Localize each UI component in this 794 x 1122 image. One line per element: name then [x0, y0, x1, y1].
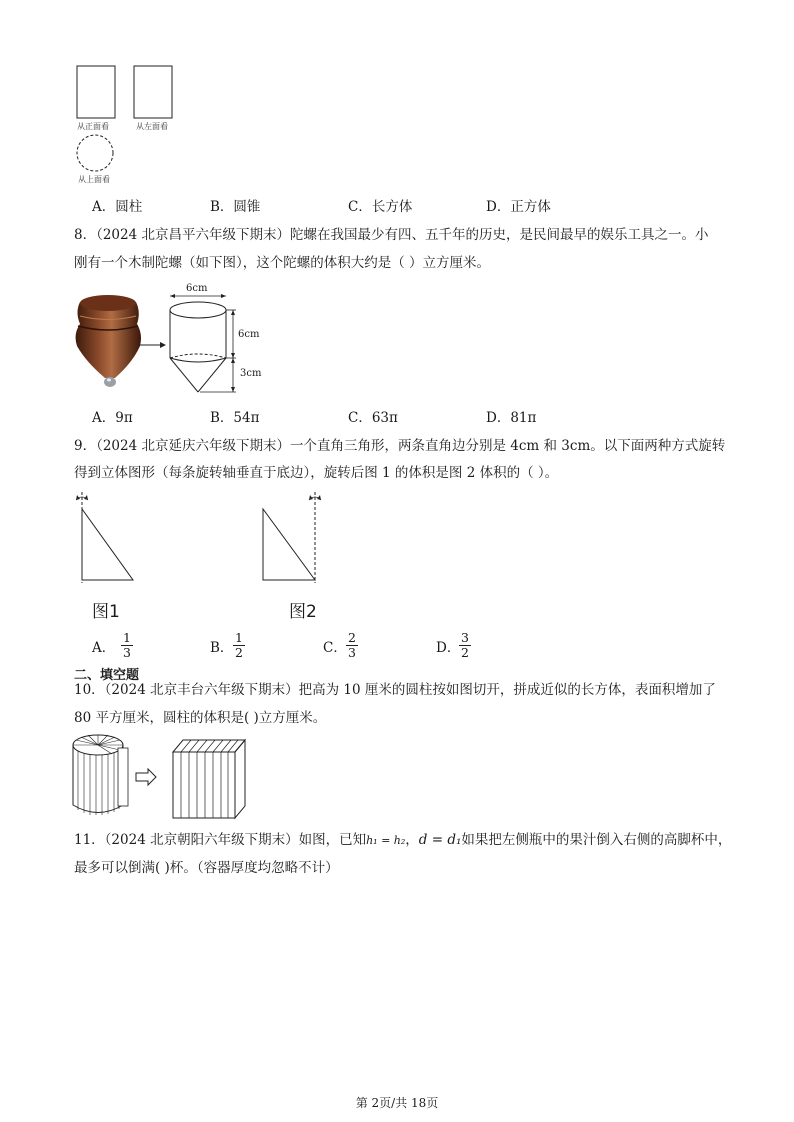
d-equation: d = d₁ — [418, 832, 462, 848]
q11-comma: ， — [405, 832, 419, 848]
h-equation: h₁ = h₂ — [366, 834, 406, 847]
q9-option-d-letter: D． — [436, 640, 461, 656]
cone-height-label: 3cm — [240, 368, 262, 379]
q8-option-a: A．9π — [92, 410, 133, 426]
q11-text-b: 如果把左侧瓶中的果汁倒入右侧的高脚杯中， — [461, 832, 732, 848]
cylinder-height-label: 6cm — [238, 329, 260, 340]
fraction-denominator: 3 — [348, 645, 356, 660]
q8-option-c: C．63π — [348, 410, 398, 426]
q11-text-line1 — [74, 830, 731, 851]
fraction-numerator: 1 — [123, 630, 131, 645]
q7-option-b: B．圆锥 — [210, 199, 261, 215]
page-footer: 第 2页/共 18页 — [355, 1096, 439, 1110]
fraction-numerator: 3 — [461, 630, 469, 645]
q8-option-b: B．54π — [210, 410, 260, 426]
fraction-numerator: 2 — [348, 630, 356, 645]
q9-text-line2: 得到立体图形（每条旋转轴垂直于底边），旋转后图 1 的体积是图 2 体积的（ ）。 — [74, 465, 559, 481]
q9-option-c-letter: C． — [323, 640, 347, 656]
q7-option-a: A．圆柱 — [92, 199, 143, 215]
q10-text-line2: 80 平方厘米，圆柱的体积是( )立方厘米。 — [74, 710, 327, 726]
q11-text-line2: 最多可以倒满( )杯。（容器厚度均忽略不计） — [74, 860, 339, 876]
q8-text-line2: 刚有一个木制陀螺（如下图），这个陀螺的体积大约是（ ）立方厘米。 — [74, 255, 491, 271]
section-heading: 二、填空题 — [74, 668, 140, 683]
q8-text-line1: 8．（2024 北京昌平六年级下期末）陀螺在我国最少有四、五千年的历史，是民间最早的娱乐工具之一。小 — [74, 227, 709, 243]
q7-option-c: C．长方体 — [348, 199, 413, 215]
q8-option-d: D．81π — [486, 410, 537, 426]
fig2-label: 图2 — [289, 602, 317, 622]
q10-text-line1: 10．（2024 北京丰台六年级下期末）把高为 10 厘米的圆柱按如图切开，拼成近似的长方体，表面积增加了 — [74, 682, 716, 698]
diameter-label: 6cm — [186, 283, 208, 294]
left-view-label: 从左面看 — [136, 122, 168, 131]
q11-text-a: 11．（2024 北京朝阳六年级下期末）如图，已知 — [74, 832, 367, 848]
q9-option-b-letter: B． — [210, 640, 234, 656]
fraction-numerator: 1 — [235, 630, 243, 645]
fraction-denominator: 3 — [123, 645, 131, 660]
q9-option-a-letter: A． — [92, 640, 116, 656]
fraction-denominator: 2 — [235, 645, 243, 660]
q9-text-line1: 9．（2024 北京延庆六年级下期末）一个直角三角形，两条直角边分别是 4cm 和 3cm。以下面两种方式旋转 — [74, 438, 726, 454]
front-view-label: 从正面看 — [77, 122, 109, 131]
top-view-label: 从上面看 — [78, 175, 110, 184]
q7-option-d: D．正方体 — [486, 199, 551, 215]
fig1-label: 图1 — [92, 602, 120, 622]
fraction-denominator: 2 — [461, 645, 469, 660]
